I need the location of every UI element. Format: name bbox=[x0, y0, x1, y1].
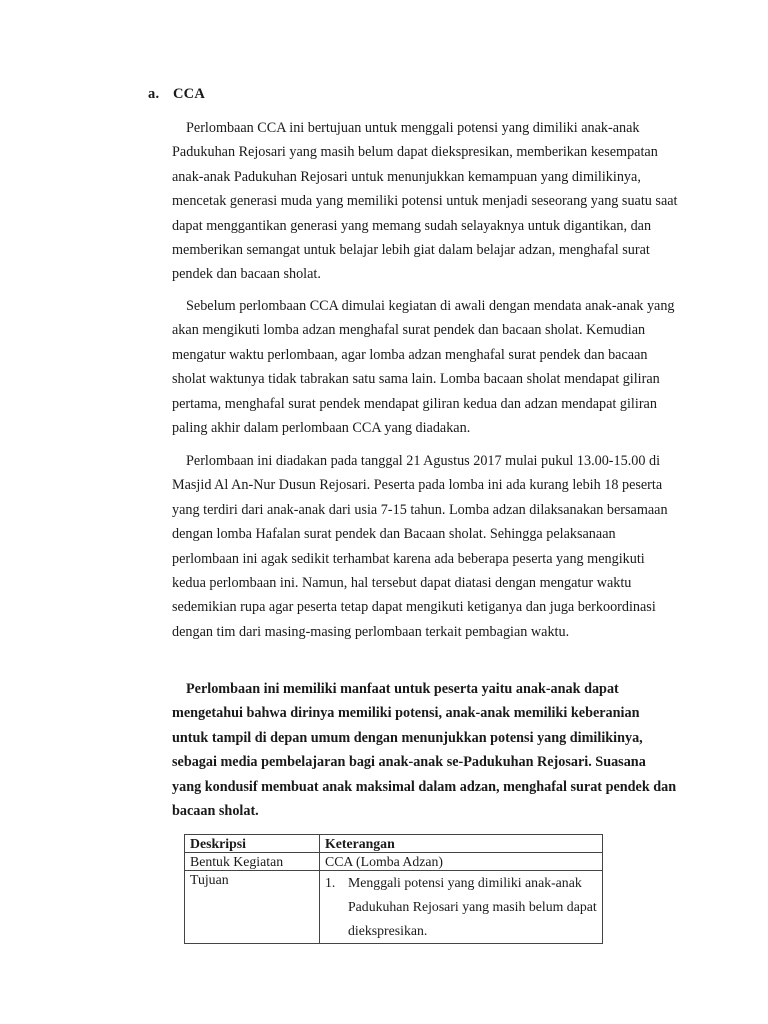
section-title: CCA bbox=[173, 86, 206, 102]
list-item bbox=[325, 871, 597, 943]
row-label-purpose: Tujuan bbox=[185, 871, 320, 944]
list-item-text: Menggali potensi yang dimiliki anak-anak Padukuhan Rejosari yang masih belum dapat diekspresikan. bbox=[348, 875, 597, 938]
row-label-activity-form: Bentuk Kegiatan bbox=[185, 853, 320, 871]
row-value-purpose bbox=[320, 871, 603, 944]
header-remarks: Keterangan bbox=[320, 835, 603, 853]
paragraph-benefits: Perlombaan ini memiliki manfaat untuk peserta yaitu anak-anak dapat mengetahui bahwa dirinya memiliki potensi, anak-anak memiliki keberanian untuk tampil di depan umum dengan menunjukkan potensi yang dimilikinya, sebagai media pembelajaran bagi anak-anak se-Padukuhan Rejosari. Suasana yang kondusif membuat anak maksimal dalam adzan, menghafal surat pendek dan bacaan sholat. bbox=[172, 681, 677, 820]
table-row bbox=[185, 871, 603, 944]
list-item-number: 1. bbox=[325, 875, 336, 890]
section-heading bbox=[148, 86, 205, 103]
purpose-list bbox=[325, 871, 597, 943]
header-description: Deskripsi bbox=[185, 835, 320, 853]
paragraph-purpose: Perlombaan CCA ini bertujuan untuk menggali potensi yang dimiliki anak-anak Padukuhan Rejosari yang masih belum dapat diekspresikan, memberikan kesempatan anak-anak Padukuhan Rejosari untuk menunjukkan kemampuan yang dimilikinya, mencetak generasi muda yang memiliki potensi untuk menjadi seseorang yang suatu saat dapat menggantikan generasi yang memang sudah selayaknya untuk digantikan, dan memberikan semangat untuk belajar lebih giat dalam belajar adzan, menghafal surat pendek dan bacaan sholat. bbox=[172, 120, 678, 283]
activity-table bbox=[184, 834, 603, 944]
row-value-activity-form: CCA (Lomba Adzan) bbox=[320, 853, 603, 871]
paragraph-preparation: Sebelum perlombaan CCA dimulai kegiatan di awali dengan mendata anak-anak yang akan mengikuti lomba adzan menghafal surat pendek dan bacaan sholat. Kemudian mengatur waktu perlombaan, agar lomba adzan menghafal surat pendek dan bacaan sholat waktunya tidak tabrakan satu sama lain. Lomba bacaan sholat mendapat giliran pertama, menghafal surat pendek mendapat giliran kedua dan adzan mendapat giliran paling akhir dalam perlombaan CCA yang diadakan. bbox=[172, 298, 675, 437]
table-header-row bbox=[185, 835, 603, 853]
table-row bbox=[185, 853, 603, 871]
section-label: a. bbox=[148, 86, 160, 102]
paragraph-schedule: Perlombaan ini diadakan pada tanggal 21 Agustus 2017 mulai pukul 13.00-15.00 di Masjid Al An-Nur Dusun Rejosari. Peserta pada lomba ini ada kurang lebih 18 peserta yang terdiri dari anak-anak dari usia 7-15 tahun. Lomba adzan dilaksanakan bersamaan dengan lomba Hafalan surat pendek dan Bacaan sholat. Sehingga pelaksanaan perlombaan ini agak sedikit terhambat karena ada beberapa peserta yang mengikuti kedua perlombaan ini. Namun, hal tersebut dapat diatasi dengan mengatur waktu sedemikian rupa agar peserta tetap dapat mengikuti ketiganya dan juga berkoordinasi dengan tim dari masing-masing perlombaan terkait pembagian waktu. bbox=[172, 453, 668, 640]
